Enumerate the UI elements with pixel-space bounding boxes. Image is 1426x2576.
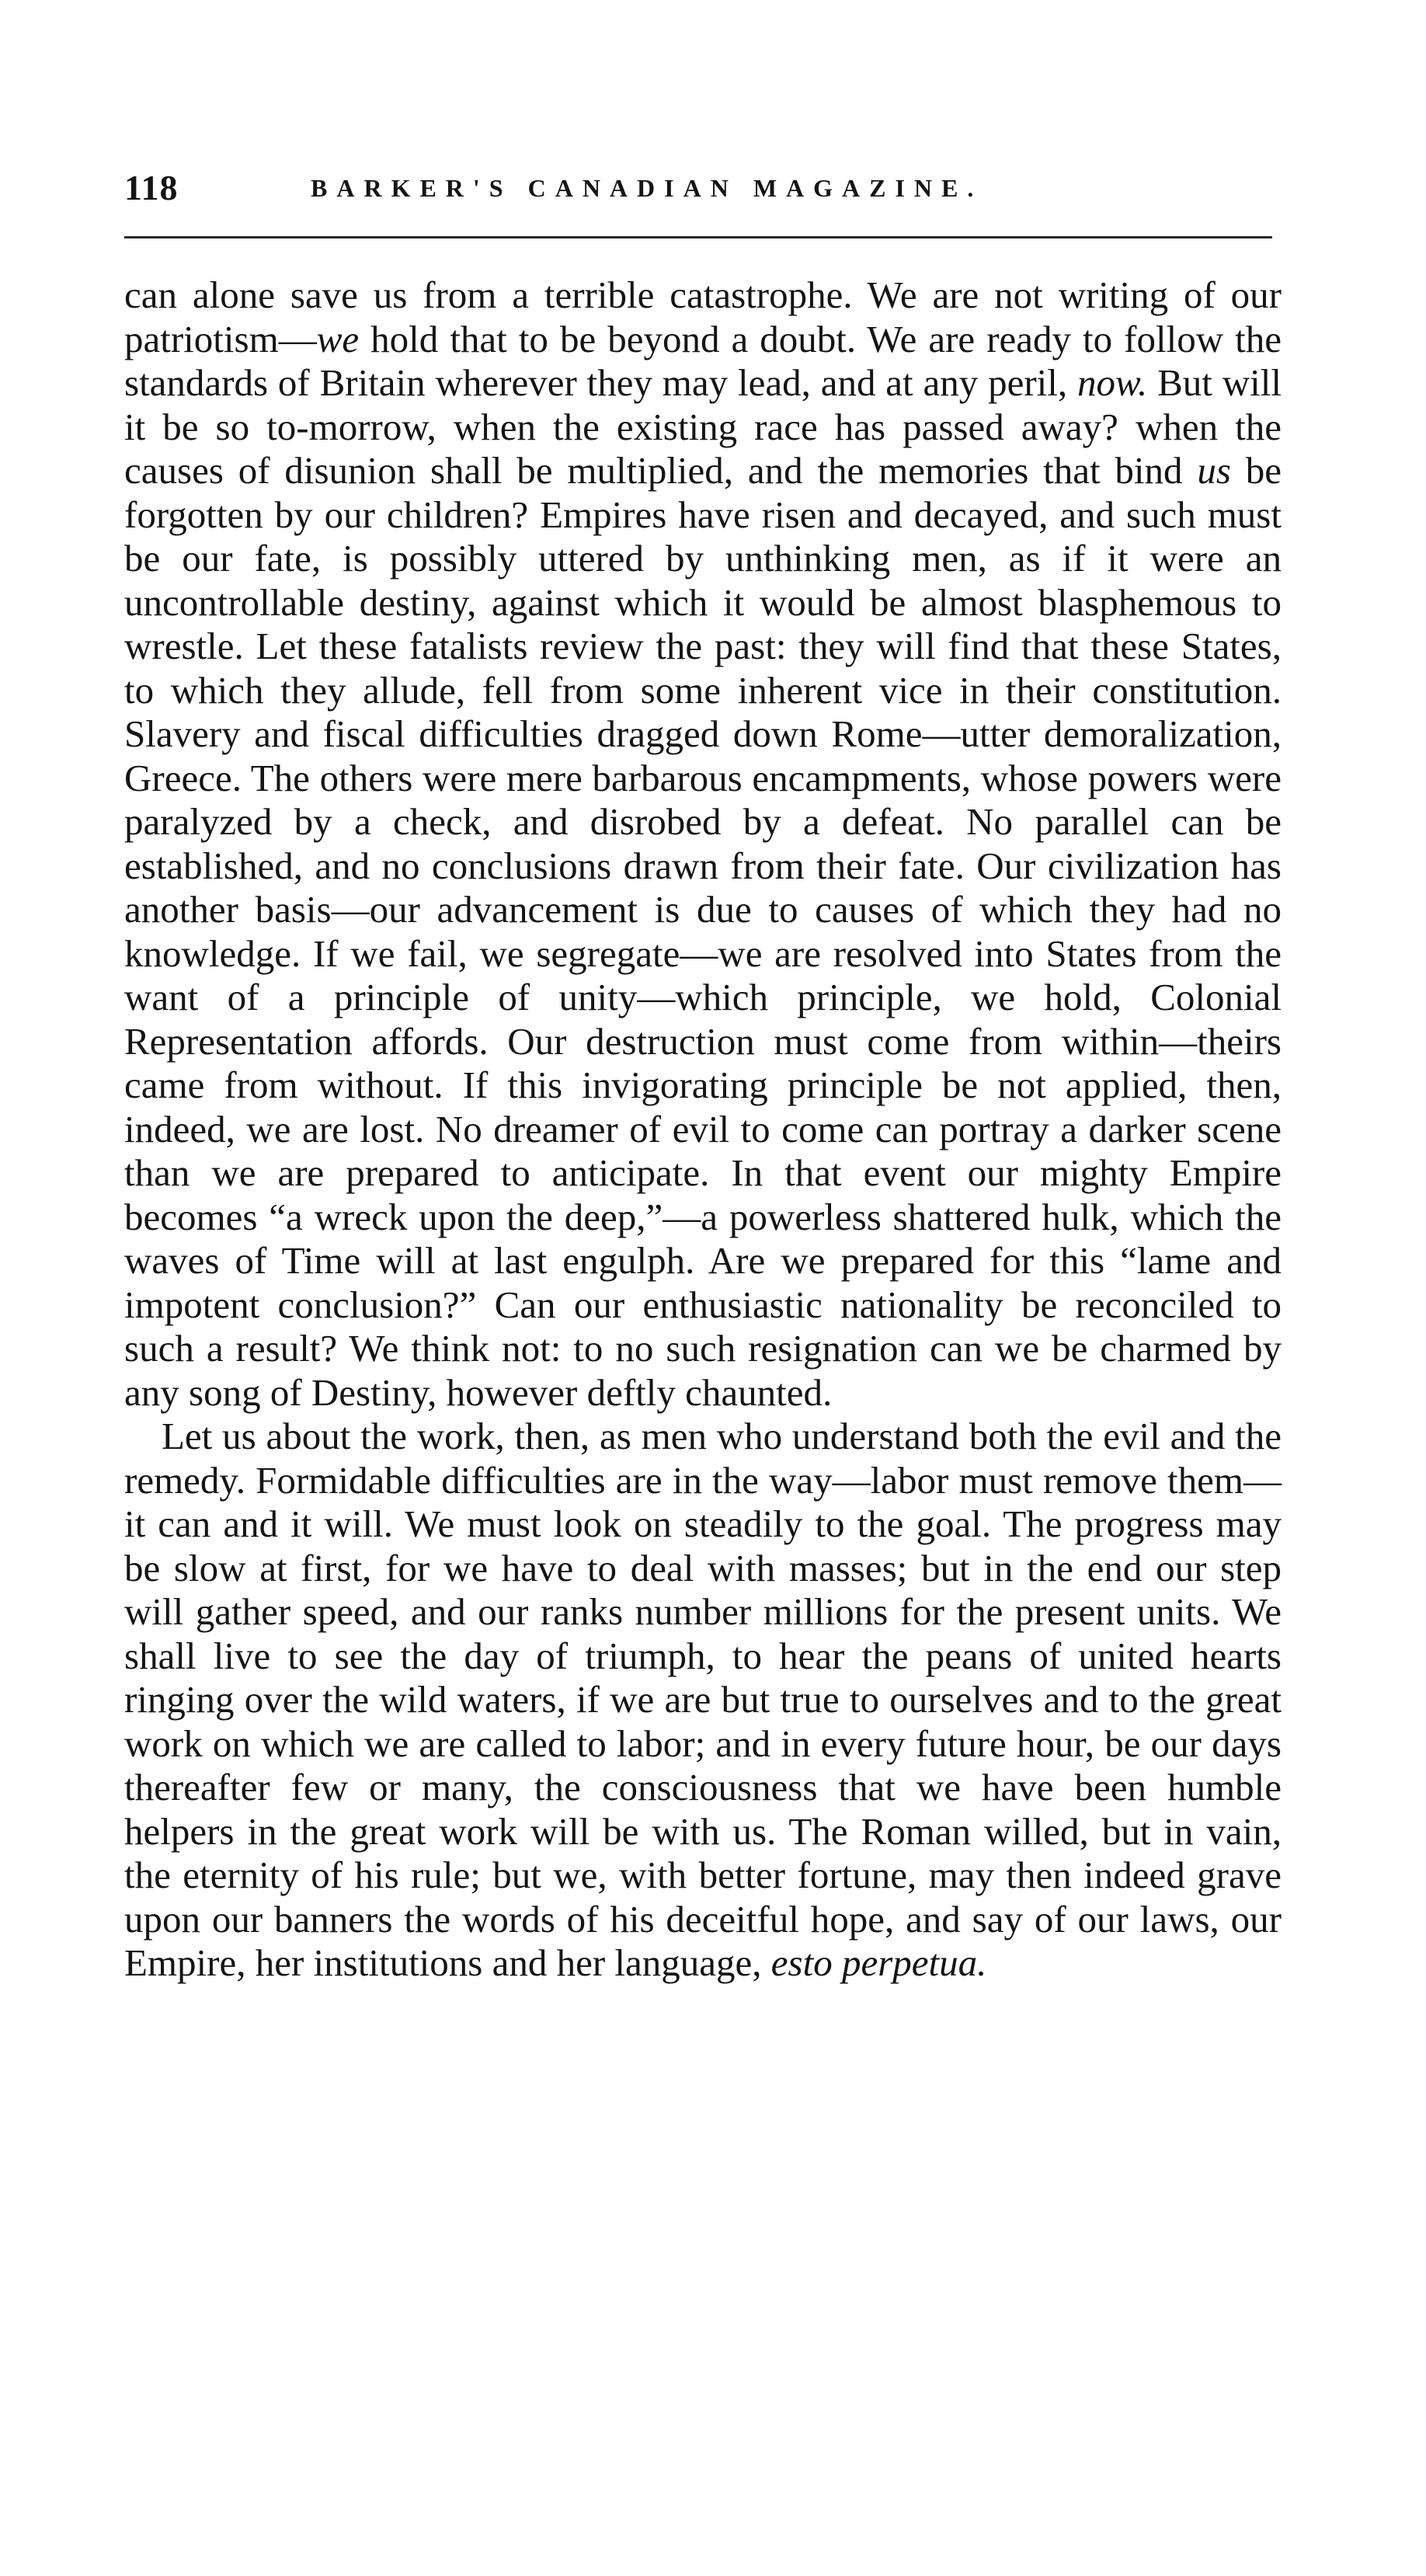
paragraph-1-text: can alone save us from a terrible catastrophe. We are not writing of our patriotism— <box>124 273 1282 360</box>
emphasis-we: we <box>316 317 360 360</box>
paragraph-1-text: But will it be so to-morrow, when the existing race has passed away? when the causes of disunion shall be multiplied, and the memories that bind <box>124 361 1282 492</box>
paragraph-1-text: be forgotten by our children? Empires have risen and decayed, and such must be our fate, is possibly uttered by unthinking men, as if it were an uncontrollable destiny, against which it would be almost blasphemous to wrestle. Let these fatalists review the past: they will find that these States, to which they allude, fell from some inherent vice in their constitution. Slavery and fiscal difficulties dragged down Rome—utter demoralization, Greece. The others were mere barbarous encampments, whose powers were paralyzed by a check, and disrobed by a defeat. No parallel can be established, and no conclusions drawn from their fate. Our civilization has another basis—our advancement is due to causes of which they had no knowledge. If we fail, we segregate—we are resolved into States from the want of a principle of unity—which principle, we hold, Colonial Representation affords. Our destruction must come from within—theirs came from without. If this invigorating principle be not applied, then, indeed, we are lost. No dreamer of evil to come can portray a darker scene than we are prepared to anticipate. In that event our mighty Empire becomes “a wreck upon the deep,”—a powerless shattered hulk, which the waves of Time will at last engulph. Are we prepared for this “lame and impotent conclusion?” Can our enthusiastic nationality be reconciled to such a result? We think not: to no such resignation can we be charmed by any song of Destiny, however deftly chaunted. <box>124 449 1282 1414</box>
journal-title: BARKER'S CANADIAN MAGAZINE. <box>311 174 983 202</box>
header-rule <box>124 236 1272 238</box>
paragraph-1-text: hold that to be beyond a doubt. We are ready to follow the standards of Britain wherever they may lead, and at any peril, <box>124 317 1282 404</box>
emphasis-esto-perpetua: esto perpetua. <box>770 1941 987 1984</box>
paragraph-1 <box>124 273 1282 1415</box>
emphasis-now: now. <box>1076 361 1148 404</box>
article-body <box>124 273 1282 1986</box>
running-head <box>124 165 1282 211</box>
paragraph-2 <box>124 1415 1282 1986</box>
page-number: 118 <box>124 168 179 207</box>
emphasis-us: us <box>1197 449 1231 492</box>
paragraph-2-text: Let us about the work, then, as men who understand both the evil and the remedy. Formidable difficulties are in the way—labor must remove them—it can and it will. We must look on steadily to the goal. The progress may be slow at first, for we have to deal with masses; but in the end our step will gather speed, and our ranks number millions for the present units. We shall live to see the day of triumph, to hear the peans of united hearts ringing over the wild waters, if we are but true to ourselves and to the great work on which we are called to labor; and in every future hour, be our days thereafter few or many, the consciousness that we have been humble helpers in the great work will be with us. The Roman willed, but in vain, the eternity of his rule; but we, with better fortune, may then indeed grave upon our banners the words of his deceitful hope, and say of our laws, our Empire, her institutions and her language, <box>124 1415 1282 1984</box>
